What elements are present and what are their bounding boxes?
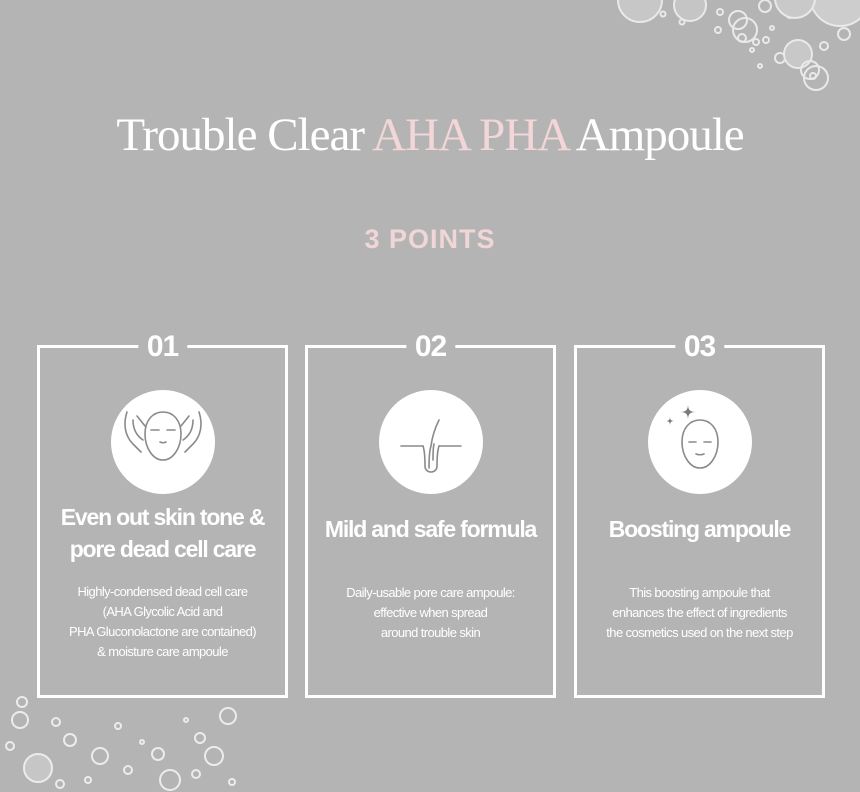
- section-subtitle: 3 POINTS: [364, 224, 496, 254]
- icon-circle: [111, 390, 215, 494]
- point-heading-line: Even out skin tone &: [60, 504, 265, 530]
- point-description: [583, 583, 816, 643]
- point-heading: [314, 513, 547, 545]
- point-description-line: PHA Gluconolactone are contained): [69, 624, 256, 639]
- point-number: 01: [138, 328, 187, 366]
- point-description-line: enhances the effect of ingredients: [612, 605, 787, 620]
- title-part-2: Ampoule: [575, 109, 744, 161]
- point-number: 02: [406, 328, 455, 366]
- point-heading-line: Mild and safe formula: [324, 516, 537, 542]
- title-part-1: Trouble Clear: [116, 109, 364, 161]
- page-title: [0, 108, 860, 162]
- point-card-01: [37, 330, 288, 698]
- sparkling-face-icon: [648, 390, 752, 494]
- point-heading-line: pore dead cell care: [69, 536, 256, 562]
- point-description-line: This boosting ampoule that: [629, 585, 770, 600]
- point-card-02: [305, 330, 556, 698]
- icon-circle: [648, 390, 752, 494]
- point-description-line: effective when spread: [373, 605, 488, 620]
- hair-follicle-pore-icon: [379, 390, 483, 494]
- icon-circle: [379, 390, 483, 494]
- point-description-line: & moisture care ampoule: [97, 644, 228, 659]
- point-description-line: Daily-usable pore care ampoule:: [346, 585, 515, 600]
- face-massage-icon: [111, 390, 215, 494]
- point-description-line: the cosmetics used on the next step: [606, 625, 793, 640]
- point-heading: [46, 501, 279, 565]
- point-heading: [583, 513, 816, 545]
- water-bubbles-decoration: [0, 682, 260, 792]
- point-description-line: around trouble skin: [380, 625, 481, 640]
- point-number: 03: [675, 328, 724, 366]
- point-heading-line: Boosting ampoule: [608, 516, 791, 542]
- title-accent: AHA PHA: [372, 109, 568, 161]
- point-card-03: [574, 330, 825, 698]
- water-bubbles-decoration: [420, 0, 860, 100]
- point-description-line: Highly-condensed dead cell care: [77, 584, 248, 599]
- point-description: [46, 582, 279, 662]
- point-description-line: (AHA Glycolic Acid and: [102, 604, 223, 619]
- point-description: [314, 583, 547, 643]
